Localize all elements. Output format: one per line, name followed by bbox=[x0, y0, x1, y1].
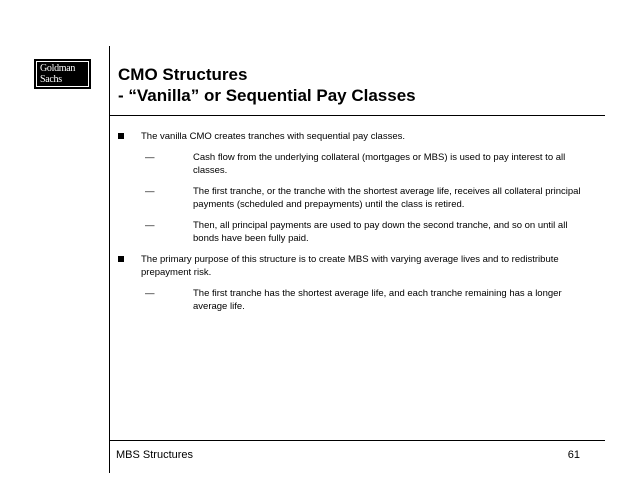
dash-bullet-icon: — bbox=[145, 186, 155, 197]
bullet-item bbox=[118, 253, 588, 313]
bullet-item bbox=[118, 130, 588, 245]
square-bullet-icon bbox=[118, 253, 141, 262]
sub-bullet-text: Then, all principal payments are used to pay down the second tranche, and so on until all bonds have been fully paid. bbox=[193, 220, 568, 244]
sub-bullet-item bbox=[141, 287, 588, 313]
bullet-content bbox=[141, 253, 588, 313]
title-underline bbox=[109, 115, 605, 116]
page-number: 61 bbox=[567, 449, 580, 461]
slide-body bbox=[118, 130, 588, 321]
bullet-text: The vanilla CMO creates tranches with sequential pay classes. bbox=[141, 131, 406, 142]
bullet-content bbox=[141, 130, 588, 245]
bullet-text: The primary purpose of this structure is to create MBS with varying average lives and to redistribute prepayment risk. bbox=[141, 254, 559, 278]
square-bullet-icon bbox=[118, 130, 141, 139]
footer-section-label: MBS Structures bbox=[116, 449, 194, 461]
sub-bullet-item bbox=[141, 151, 588, 177]
logo-frame bbox=[36, 61, 89, 87]
vertical-divider bbox=[109, 46, 110, 473]
slide-title bbox=[118, 64, 416, 106]
footer-divider bbox=[109, 440, 605, 441]
dash-bullet-icon: — bbox=[145, 288, 155, 299]
sub-bullet-text: Cash flow from the underlying collateral (mortgages or MBS) is used to pay interest to all classes. bbox=[193, 152, 566, 176]
dash-bullet-icon: — bbox=[145, 152, 155, 163]
sub-bullet-item bbox=[141, 185, 588, 211]
sub-bullet-text: The first tranche has the shortest average life, and each tranche remaining has a longer average life. bbox=[193, 288, 562, 312]
slide-title-line-1: CMO Structures bbox=[118, 65, 248, 84]
logo-line-1: Goldman bbox=[40, 63, 76, 74]
dash-bullet-icon: — bbox=[145, 220, 155, 231]
logo-line-2: Sachs bbox=[40, 74, 62, 85]
sub-bullet-text: The first tranche, or the tranche with the shortest average life, receives all collateral principal payments (scheduled and prepayments) until the class is retired. bbox=[193, 186, 581, 210]
slide-title-line-2: - “Vanilla” or Sequential Pay Classes bbox=[118, 86, 416, 105]
goldman-sachs-logo bbox=[34, 59, 91, 89]
sub-bullet-item bbox=[141, 219, 588, 245]
